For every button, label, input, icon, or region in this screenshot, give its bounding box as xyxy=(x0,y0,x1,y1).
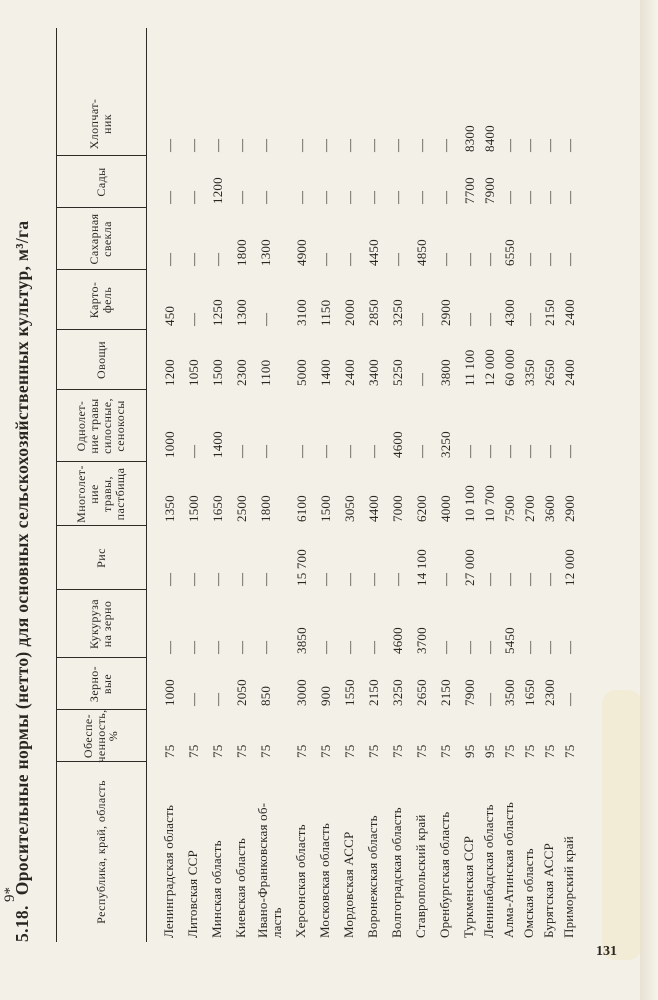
table-cell: — xyxy=(462,640,477,654)
table-cell: 1200 xyxy=(162,359,177,386)
table-cell: 2150 xyxy=(366,679,381,706)
region-name: Туркменская ССР xyxy=(461,835,476,938)
page-number: 131 xyxy=(596,944,617,959)
table-cell: — xyxy=(438,190,453,204)
region-name: Омская область xyxy=(521,848,536,938)
table-cell: 5000 xyxy=(294,359,309,386)
table-cell: — xyxy=(162,190,177,204)
table-cell: 1400 xyxy=(210,431,225,458)
table-cell: 4400 xyxy=(366,495,381,522)
table-cell: — xyxy=(162,640,177,654)
table-cell: — xyxy=(342,640,357,654)
table-cell: 15 700 xyxy=(294,549,309,586)
table-cell: — xyxy=(438,640,453,654)
table-cell: — xyxy=(502,572,517,586)
table-row xyxy=(186,28,204,942)
table-cell: — xyxy=(482,444,497,458)
table-cell: — xyxy=(210,138,225,152)
table-cell: — xyxy=(438,252,453,266)
table-cell: 1100 xyxy=(258,359,273,386)
table-cell: — xyxy=(462,252,477,266)
table-cell: 4900 xyxy=(294,239,309,266)
table-cell: 1500 xyxy=(186,495,201,522)
table-cell: — xyxy=(318,444,333,458)
table-cell: 75 xyxy=(562,744,577,758)
table-cell: — xyxy=(366,138,381,152)
table-cell: 75 xyxy=(390,744,405,758)
table-cell: 12 000 xyxy=(562,549,577,586)
table-cell: 3400 xyxy=(366,359,381,386)
table-cell: 1000 xyxy=(162,679,177,706)
table-cell: 75 xyxy=(522,744,537,758)
region-name: Приморский край xyxy=(561,836,576,938)
region-name: Ивано-Франковская об- ласть xyxy=(255,802,284,938)
table-cell: — xyxy=(414,372,429,386)
table-cell: — xyxy=(186,312,201,326)
table-row xyxy=(294,28,312,942)
table-cell: 3800 xyxy=(438,359,453,386)
table-row xyxy=(255,28,284,942)
header-cell: Кукуруза на зерно xyxy=(87,599,114,649)
table-row xyxy=(482,28,500,942)
table-cell: 450 xyxy=(162,305,177,326)
table-cell: — xyxy=(414,444,429,458)
region-name: Алма-Атинская область xyxy=(501,802,516,938)
table-cell: — xyxy=(522,312,537,326)
table-cell: 4000 xyxy=(438,495,453,522)
table-cell: — xyxy=(342,572,357,586)
table-cell: — xyxy=(366,640,381,654)
table-cell: 3250 xyxy=(438,431,453,458)
table-cell: — xyxy=(522,640,537,654)
region-name: Волгоградская область xyxy=(389,807,404,938)
table-cell: — xyxy=(542,252,557,266)
table-title-text: Оросительные нормы (нетто) для основных сельскохозяйственных культур, м³/га xyxy=(12,220,32,896)
header-cell: Обеспе- ченность, % xyxy=(80,709,121,763)
table-cell: — xyxy=(342,444,357,458)
table-cell: 1500 xyxy=(210,359,225,386)
table-cell: 14 100 xyxy=(414,549,429,586)
table-cell: — xyxy=(294,138,309,152)
table-cell: — xyxy=(522,252,537,266)
table-cell: — xyxy=(562,190,577,204)
table-cell: 1350 xyxy=(162,495,177,522)
table-cell: — xyxy=(186,252,201,266)
table-cell: — xyxy=(482,312,497,326)
table-cell: 2900 xyxy=(562,495,577,522)
table-cell: — xyxy=(258,444,273,458)
region-name: Киевская область xyxy=(233,838,248,938)
table-cell: 2850 xyxy=(366,299,381,326)
table-cell: 2900 xyxy=(438,299,453,326)
region-name: Ставропольский край xyxy=(413,814,428,938)
table-cell: — xyxy=(186,444,201,458)
table-cell: 2700 xyxy=(522,495,537,522)
table-cell: — xyxy=(542,640,557,654)
table-cell: 75 xyxy=(162,744,177,758)
table-cell: 3500 xyxy=(502,679,517,706)
table-cell: — xyxy=(342,138,357,152)
table-row xyxy=(562,28,580,942)
table-cell: — xyxy=(390,190,405,204)
table-row xyxy=(366,28,384,942)
table-cell: — xyxy=(502,444,517,458)
table-cell: 3350 xyxy=(522,359,537,386)
table-cell: — xyxy=(562,640,577,654)
table-cell: — xyxy=(482,692,497,706)
table-cell: — xyxy=(318,572,333,586)
table-cell: — xyxy=(390,252,405,266)
table-row xyxy=(438,28,456,942)
table-cell: 4600 xyxy=(390,431,405,458)
table-cell: 3600 xyxy=(542,495,557,522)
table-cell: 5450 xyxy=(502,627,517,654)
table-cell: — xyxy=(210,640,225,654)
table-cell: 3250 xyxy=(390,679,405,706)
table-cell: 2300 xyxy=(234,359,249,386)
table-cell: — xyxy=(366,572,381,586)
region-name: Литовская ССР xyxy=(185,850,200,938)
table-cell: 8300 xyxy=(462,125,477,152)
table-cell: 6100 xyxy=(294,495,309,522)
table-cell: — xyxy=(542,138,557,152)
table-cell: — xyxy=(562,138,577,152)
table-cell: 75 xyxy=(366,744,381,758)
table-cell: — xyxy=(258,138,273,152)
table-cell: — xyxy=(482,572,497,586)
table-cell: 75 xyxy=(234,744,249,758)
table-cell: — xyxy=(234,138,249,152)
region-name: Ленинградская область xyxy=(161,804,176,938)
table-cell: 75 xyxy=(502,744,517,758)
table-cell: — xyxy=(462,312,477,326)
table-cell: — xyxy=(522,138,537,152)
table-cell: 95 xyxy=(462,744,477,758)
signature-mark: 9* xyxy=(2,887,18,902)
table-cell: 75 xyxy=(294,744,309,758)
table-row xyxy=(342,28,360,942)
header-cell: Сахарная свекла xyxy=(87,213,114,265)
table-cell: 850 xyxy=(258,685,273,706)
table-cell: — xyxy=(522,444,537,458)
table-cell: 1000 xyxy=(162,431,177,458)
table-row xyxy=(502,28,520,942)
table-cell: — xyxy=(414,312,429,326)
table-cell: 75 xyxy=(342,744,357,758)
table-cell: — xyxy=(414,138,429,152)
header-cell: Многолет- ние травы, пастбища xyxy=(74,465,127,523)
table-cell: 4600 xyxy=(390,627,405,654)
table-cell: 75 xyxy=(438,744,453,758)
table-cell: 8400 xyxy=(482,125,497,152)
table-row xyxy=(162,28,180,942)
table-cell: 1400 xyxy=(318,359,333,386)
table-cell: 2300 xyxy=(542,679,557,706)
table-cell: 7000 xyxy=(390,495,405,522)
table-cell: 4450 xyxy=(366,239,381,266)
header-bottom-rule xyxy=(146,28,147,942)
table-cell: — xyxy=(366,444,381,458)
table-cell: 7700 xyxy=(462,177,477,204)
table-cell: — xyxy=(438,138,453,152)
region-name: Московская область xyxy=(317,823,332,938)
table-row xyxy=(390,28,408,942)
table-cell: 60 000 xyxy=(502,349,517,386)
table-cell: — xyxy=(234,444,249,458)
table-cell: 2650 xyxy=(542,359,557,386)
table-cell: — xyxy=(542,444,557,458)
header-cell: Зерно- вые xyxy=(87,665,114,703)
table-cell: — xyxy=(482,640,497,654)
table-cell: — xyxy=(562,444,577,458)
table-cell: — xyxy=(234,572,249,586)
header-cell: Овощи xyxy=(93,341,108,379)
table-cell: — xyxy=(414,190,429,204)
region-name: Херсонская область xyxy=(293,824,308,938)
table-cell: 1500 xyxy=(318,495,333,522)
region-name: Бурятская АССР xyxy=(541,843,556,938)
table-cell: 1200 xyxy=(210,177,225,204)
table-cell: 1800 xyxy=(258,495,273,522)
region-name: Ленинабадская область xyxy=(481,804,496,938)
table-cell: 2400 xyxy=(342,359,357,386)
table-cell: 1250 xyxy=(210,299,225,326)
table-cell: 2000 xyxy=(342,299,357,326)
table-cell: — xyxy=(294,444,309,458)
irrigation-norms-table xyxy=(56,28,588,942)
table-cell: 1050 xyxy=(186,359,201,386)
table-cell: 10 100 xyxy=(462,485,477,522)
table-cell: — xyxy=(318,640,333,654)
table-cell: — xyxy=(482,252,497,266)
table-cell: 5250 xyxy=(390,359,405,386)
region-name: Оренбургская область xyxy=(437,811,452,938)
table-row xyxy=(318,28,336,942)
table-cell: — xyxy=(186,138,201,152)
header-cell: Однолет- ние травы силосные, сенокосы xyxy=(74,398,127,454)
table-cell: 11 100 xyxy=(462,349,477,386)
table-cell: — xyxy=(562,252,577,266)
table-cell: 2650 xyxy=(414,679,429,706)
table-cell: 1650 xyxy=(522,679,537,706)
table-cell: — xyxy=(234,640,249,654)
table-cell: — xyxy=(162,252,177,266)
table-row xyxy=(234,28,252,942)
table-cell: 1550 xyxy=(342,679,357,706)
table-cell: — xyxy=(522,572,537,586)
table-cell: 4850 xyxy=(414,239,429,266)
table-cell: — xyxy=(186,190,201,204)
table-row xyxy=(414,28,432,942)
table-cell: 75 xyxy=(258,744,273,758)
table-cell: — xyxy=(162,572,177,586)
table-cell: 75 xyxy=(414,744,429,758)
table-cell: 3250 xyxy=(390,299,405,326)
table-cell: — xyxy=(210,692,225,706)
table-cell: — xyxy=(258,572,273,586)
header-cell: Сады xyxy=(93,167,108,197)
table-cell: — xyxy=(162,138,177,152)
table-cell: 2400 xyxy=(562,359,577,386)
table-cell: — xyxy=(342,252,357,266)
region-name: Воронежская область xyxy=(365,815,380,938)
region-name: Мордовская АССР xyxy=(341,831,356,938)
table-cell: — xyxy=(438,572,453,586)
table-cell: 1300 xyxy=(234,299,249,326)
table-cell: — xyxy=(210,252,225,266)
table-cell: 1650 xyxy=(210,495,225,522)
table-cell: — xyxy=(366,190,381,204)
table-cell: 3700 xyxy=(414,627,429,654)
table-cell: — xyxy=(462,444,477,458)
table-row xyxy=(210,28,228,942)
table-cell: 2150 xyxy=(438,679,453,706)
header-cell: Рис xyxy=(93,548,108,568)
table-cell: 10 700 xyxy=(482,485,497,522)
table-cell: — xyxy=(258,190,273,204)
table-cell: — xyxy=(502,190,517,204)
table-cell: — xyxy=(258,312,273,326)
table-cell: 900 xyxy=(318,685,333,706)
table-cell: 6550 xyxy=(502,239,517,266)
table-cell: — xyxy=(562,692,577,706)
table-number: 5.18. xyxy=(12,905,32,942)
table-cell: — xyxy=(186,572,201,586)
table-cell: — xyxy=(294,190,309,204)
table-cell: 2500 xyxy=(234,495,249,522)
table-cell: 75 xyxy=(318,744,333,758)
table-cell: 2150 xyxy=(542,299,557,326)
table-cell: — xyxy=(258,640,273,654)
table-cell: 75 xyxy=(210,744,225,758)
table-row xyxy=(462,28,480,942)
table-cell: — xyxy=(234,190,249,204)
table-cell: 95 xyxy=(482,744,497,758)
table-cell: — xyxy=(318,190,333,204)
table-cell: 1800 xyxy=(234,239,249,266)
table-cell: 75 xyxy=(542,744,557,758)
table-cell: 7900 xyxy=(482,177,497,204)
table-cell: — xyxy=(318,138,333,152)
table-title xyxy=(12,221,33,942)
table-cell: 3000 xyxy=(294,679,309,706)
table-row xyxy=(522,28,540,942)
table-cell: — xyxy=(342,190,357,204)
table-cell: 12 000 xyxy=(482,349,497,386)
table-cell: 7900 xyxy=(462,679,477,706)
table-cell: 3100 xyxy=(294,299,309,326)
table-cell: — xyxy=(502,138,517,152)
table-cell: 2050 xyxy=(234,679,249,706)
header-cell: Карто- фель xyxy=(87,281,114,319)
header-cell: Хлопчат- ник xyxy=(87,98,114,150)
table-cell: 1300 xyxy=(258,239,273,266)
table-cell: 4300 xyxy=(502,299,517,326)
table-cell: — xyxy=(390,138,405,152)
table-cell: 27 000 xyxy=(462,549,477,586)
table-cell: 6200 xyxy=(414,495,429,522)
table-cell: — xyxy=(318,252,333,266)
table-row xyxy=(542,28,560,942)
table-cell: — xyxy=(542,572,557,586)
table-cell: 2400 xyxy=(562,299,577,326)
region-name: Минская область xyxy=(209,840,224,938)
table-cell: 1150 xyxy=(318,299,333,326)
table-cell: — xyxy=(186,692,201,706)
table-cell: — xyxy=(186,640,201,654)
table-cell: — xyxy=(210,572,225,586)
table-cell: 3850 xyxy=(294,627,309,654)
table-cell: 7500 xyxy=(502,495,517,522)
table-cell: — xyxy=(390,572,405,586)
table-cell: — xyxy=(542,190,557,204)
table-cell: 3050 xyxy=(342,495,357,522)
header-cell: Республика, край, область xyxy=(93,780,108,924)
table-cell: — xyxy=(522,190,537,204)
table-cell: 75 xyxy=(186,744,201,758)
